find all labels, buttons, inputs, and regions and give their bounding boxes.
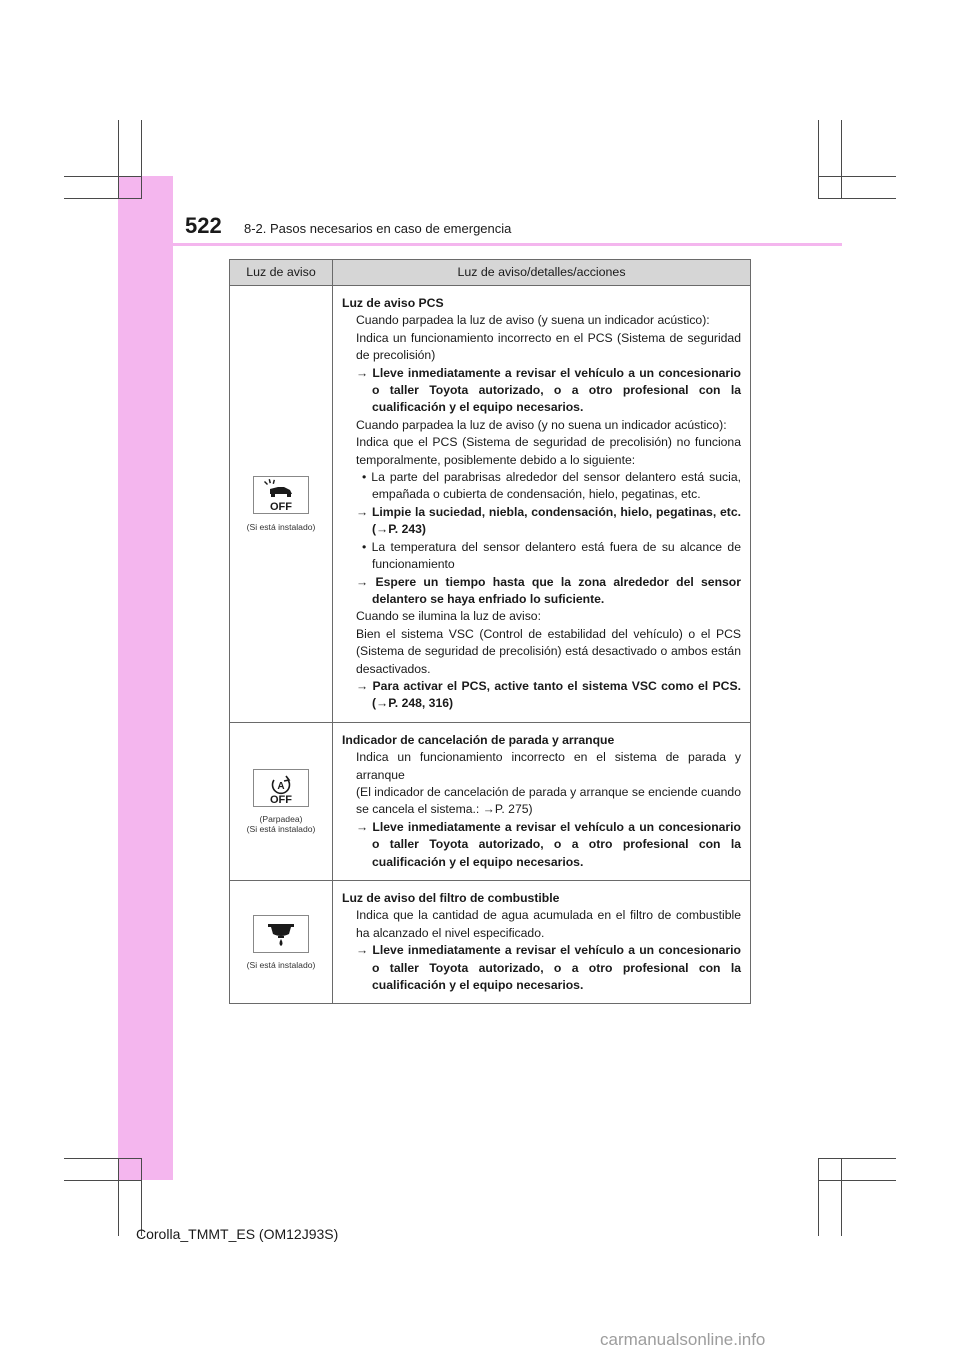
text-line: Cuando parpadea la luz de aviso (y suena un indicador acústico): bbox=[356, 313, 710, 328]
warning-lights-table bbox=[229, 259, 751, 1004]
action-text: → Limpie la suciedad, niebla, condensación, hielo, pegatinas, etc. (→P. 243) bbox=[356, 504, 741, 537]
text-line: (El indicador de cancelación de parada y arranque se enciende cuando se cancela el sistema.: →P. 275) bbox=[356, 784, 741, 817]
crop-mark bbox=[818, 1158, 896, 1159]
crop-mark bbox=[818, 1158, 819, 1236]
page-number: 522 bbox=[185, 213, 222, 238]
installed-note: (Si está instalado) bbox=[246, 959, 316, 970]
text-line: Indica que la cantidad de agua acumulada en el filtro de combustible ha alcanzado el nivel especificado. bbox=[356, 908, 741, 940]
text-line: Indica un funcionamiento incorrecto en el sistema de parada y arranque bbox=[356, 750, 741, 782]
crop-mark bbox=[818, 120, 819, 198]
margin-color-band bbox=[118, 176, 173, 1180]
section-title: 8-2. Pasos necesarios en caso de emergencia bbox=[244, 221, 512, 236]
action-text: → Para activar el PCS, active tanto el sistema VSC como el PCS. (→P. 248, 316) bbox=[356, 678, 741, 711]
icon-cell bbox=[230, 722, 333, 880]
crop-mark bbox=[141, 120, 142, 198]
header-rule bbox=[118, 243, 842, 246]
fuel-filter-icon bbox=[253, 915, 309, 953]
text-line: Bien el sistema VSC (Control de estabilidad del vehículo) o el PCS (Sistema de seguridad de precolisión) está desactivado o ambos están desactivados. bbox=[356, 626, 741, 676]
table-row bbox=[230, 722, 751, 880]
table-row bbox=[230, 286, 751, 723]
text-line: Cuando parpadea la luz de aviso (y no suena un indicador acústico): bbox=[356, 417, 727, 432]
icon-cell bbox=[230, 881, 333, 1004]
watermark: carmanualsonline.info bbox=[600, 1330, 766, 1349]
svg-text:OFF: OFF bbox=[270, 793, 292, 806]
document-id: Corolla_TMMT_ES (OM12J93S) bbox=[136, 1226, 339, 1242]
crop-mark bbox=[141, 1158, 142, 1236]
text-line: Indica un funcionamiento incorrecto en el PCS (Sistema de seguridad de precolisión) bbox=[356, 330, 741, 363]
column-header-details: Luz de aviso/detalles/acciones bbox=[333, 260, 751, 286]
installed-note: (Si está instalado) bbox=[246, 824, 316, 835]
crop-mark bbox=[118, 120, 119, 198]
table-header-row bbox=[230, 260, 751, 286]
crop-mark bbox=[64, 1180, 142, 1181]
bullet-item: • La temperatura del sensor delantero está fuera de su alcance de funcionamiento bbox=[362, 539, 741, 572]
details-cell bbox=[333, 722, 751, 880]
crop-mark bbox=[818, 198, 896, 199]
installed-note: (Si está instalado) bbox=[246, 521, 316, 532]
action-text: → Espere un tiempo hasta que la zona alrededor del sensor delantero se haya enfriado lo suficiente. bbox=[356, 574, 741, 606]
action-text: → Lleve inmediatamente a revisar el vehículo a un concesionario o taller Toyota autorizado, o a otro profesional con la cualificación y el equipo necesarios. bbox=[356, 819, 741, 869]
table-row bbox=[230, 881, 751, 1004]
crop-mark bbox=[841, 1158, 842, 1236]
crop-mark bbox=[841, 120, 842, 198]
item-title: Luz de aviso del filtro de combustible bbox=[342, 891, 560, 905]
svg-text:OFF: OFF bbox=[270, 501, 292, 514]
action-text: → Lleve inmediatamente a revisar el vehículo a un concesionario o taller Toyota autorizado, o a otro profesional con la cualificación y el equipo necesarios. bbox=[356, 943, 741, 993]
pcs-off-icon bbox=[253, 476, 309, 514]
details-cell bbox=[333, 881, 751, 1004]
crop-mark bbox=[64, 176, 142, 177]
crop-mark bbox=[64, 1158, 142, 1159]
details-cell bbox=[333, 286, 751, 723]
crop-mark bbox=[818, 1180, 896, 1181]
column-header-light: Luz de aviso bbox=[230, 260, 333, 286]
text-line: Indica que el PCS (Sistema de seguridad de precolisión) no funciona temporalmente, posiblemente debido a lo siguiente: bbox=[356, 435, 741, 467]
item-title: Indicador de cancelación de parada y arranque bbox=[342, 732, 615, 747]
action-text: → Lleve inmediatamente a revisar el vehículo a un concesionario o taller Toyota autorizado, o a otro profesional con la cualificación y el equipo necesarios. bbox=[356, 365, 741, 415]
crop-mark bbox=[818, 176, 896, 177]
blink-note: (Parpadea) bbox=[259, 814, 303, 825]
text-line: Cuando se ilumina la luz de aviso: bbox=[356, 609, 541, 624]
crop-mark bbox=[118, 1158, 119, 1236]
item-title: Luz de aviso PCS bbox=[342, 296, 444, 310]
svg-text:A: A bbox=[277, 780, 285, 792]
stop-start-off-icon bbox=[253, 769, 309, 807]
crop-mark bbox=[64, 198, 142, 199]
icon-cell bbox=[230, 286, 333, 723]
bullet-item: • La parte del parabrisas alrededor del sensor delantero está sucia, empañada o cubierta de condensación, hielo, pegatinas, etc. bbox=[362, 470, 741, 502]
